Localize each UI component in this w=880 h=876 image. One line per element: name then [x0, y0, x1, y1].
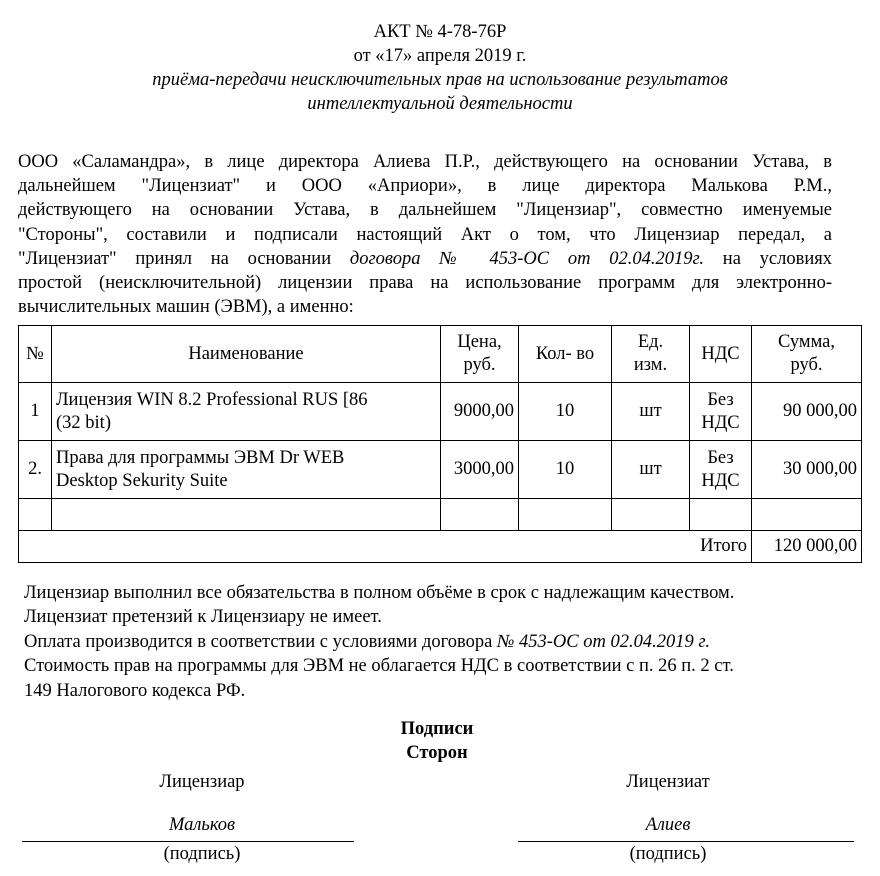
statement-line: Стоимость прав на программы для ЭВМ не облагается НДС в соответствии с п. 26 п. 2 ст. [24, 656, 734, 677]
cell-name: Права для программы ЭВМ Dr WEB Desktop Sekurity Suite [52, 441, 441, 499]
licensee-role: Лицензиат [626, 772, 710, 792]
cell-name: Лицензия WIN 8.2 Professional RUS [86 (32 bit) [52, 383, 441, 441]
intro-text: на условиях [704, 248, 832, 269]
table-header-row [19, 326, 862, 383]
header-qty: Кол- во [519, 326, 612, 383]
cell-empty [441, 499, 519, 531]
table-row [19, 441, 862, 499]
cell-qty: 10 [519, 383, 612, 441]
intro-line [18, 247, 832, 271]
header-price: Цена, руб. [441, 326, 519, 383]
intro-line: дальнейшем "Лицензиат" и ООО «Априори», в лице директора Малькова Р.М., [18, 176, 832, 197]
cell-empty [52, 499, 441, 531]
licensor-signature-name: Мальков [168, 815, 236, 835]
header-vat: НДС [690, 326, 752, 383]
cell-vat: Без НДС [690, 383, 752, 441]
licensor-role: Лицензиар [159, 772, 245, 792]
intro-line: простой (неисключительной) лицензии права на использование программ для электронно- [18, 272, 832, 293]
act-title: АКТ № 4-78-76Р [373, 22, 507, 42]
signatures-title: Подписи [400, 719, 474, 739]
cell-num: 2. [19, 441, 52, 499]
cell-price: 3000,00 [441, 441, 519, 499]
cell-qty: 10 [519, 441, 612, 499]
cell-price: 9000,00 [441, 383, 519, 441]
header-sum: Сумма, руб. [752, 326, 862, 383]
header-name: Наименование [52, 326, 441, 383]
statement-line: Лицензиар выполнил все обязательства в полном объёме в срок с надлежащим качеством. [24, 583, 735, 603]
cell-num: 1 [19, 383, 52, 441]
cell-empty [690, 499, 752, 531]
signatures-title: Сторон [406, 743, 468, 763]
cell-unit: шт [612, 441, 690, 499]
cell-unit: шт [612, 383, 690, 441]
intro-text: "Лицензиат" принял на основании [18, 248, 350, 269]
statement-line [24, 630, 834, 654]
intro-line: действующего на основании Устава, в дальнейшем "Лицензиар", совместно именуемые [18, 200, 832, 221]
closing-statements [24, 581, 834, 703]
cell-empty [519, 499, 612, 531]
statement-line: Лицензиат претензий к Лицензиару не имеет. [24, 607, 382, 628]
table-row-empty [19, 499, 862, 531]
table-total-row [19, 531, 862, 563]
cell-sum: 30 000,00 [752, 441, 862, 499]
items-table [18, 325, 862, 563]
act-date: от «17» апреля 2019 г. [353, 46, 527, 66]
cell-vat: Без НДС [690, 441, 752, 499]
header-unit: Ед. изм. [612, 326, 690, 383]
statement-line: 149 Налогового кодекса РФ. [24, 680, 246, 701]
contract-reference: договора № 453-ОС от 02.04.2019г. [349, 248, 705, 269]
intro-paragraph [18, 150, 832, 319]
intro-line: "Стороны", составили и подписали настоящий Акт о том, что Лицензиар передал, а [18, 224, 832, 245]
licensor-signature-caption: (подпись) [163, 844, 241, 864]
cell-empty [19, 499, 52, 531]
intro-line: ООО «Саламандра», в лице директора Алиева П.Р., действующего на основании Устава, в [18, 152, 832, 172]
cell-empty [612, 499, 690, 531]
act-subtitle-line-2: интеллектуальной деятельности [307, 94, 573, 114]
contract-reference: № 453-ОС от 02.04.2019 г. [496, 631, 710, 652]
statement-text: Оплата производится в соответствии с условиями договора [24, 631, 497, 652]
intro-line: вычислительных машин (ЭВМ), а именно: [18, 297, 354, 318]
header-num: № [19, 326, 52, 383]
cell-empty [752, 499, 862, 531]
licensee-signature-name: Алиев [645, 815, 691, 835]
cell-sum: 90 000,00 [752, 383, 862, 441]
licensee-signature-caption: (подпись) [629, 844, 707, 864]
total-value: 120 000,00 [752, 531, 862, 563]
act-subtitle-line-1: приёма-передачи неисключительных прав на использование результатов [152, 70, 728, 90]
table-row [19, 383, 862, 441]
total-label: Итого [19, 531, 752, 563]
